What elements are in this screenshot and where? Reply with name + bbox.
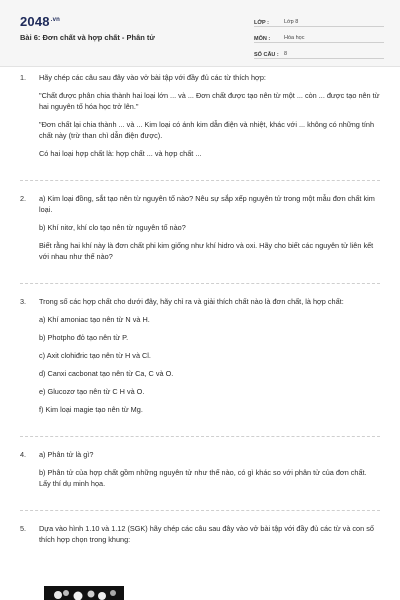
question-divider (20, 510, 380, 511)
question-5 (20, 523, 380, 564)
question-text: Trong số các hợp chất cho dưới đây, hãy chỉ ra và giải thích chất nào là đơn chất, là hợp chất: (39, 297, 344, 306)
meta-value: Lớp 8 (284, 19, 299, 25)
logo-tld: .vn (50, 16, 61, 23)
worksheet-header (0, 0, 400, 67)
question-number: 1. (20, 73, 27, 82)
question-text: a) Phân tử là gì? (39, 450, 94, 459)
lesson-title: Bài 6: Đơn chất và hợp chất - Phân tử (20, 33, 155, 42)
question-number: 2. (20, 194, 27, 203)
meta-label: MÔN : (254, 36, 271, 42)
molecule-figure-icon (44, 586, 124, 600)
meta-row-subject (254, 29, 384, 43)
question-text: Biết rằng hai khí này là đơn chất phi kim giống như khí hidro và oxi. Hãy cho biết các nguyên tử liên kết với nhau như thế nào? (39, 241, 374, 261)
site-logo[interactable] (20, 14, 60, 29)
meta-value: Hóa học (284, 35, 305, 41)
question-text: f) Kim loại magie tạo nên từ Mg. (39, 405, 143, 414)
question-text: b) Phân tử của hợp chất gồm những nguyên tử như thế nào, có gì khác so với phân tử của đơn chất. Lấy thí dụ minh họa. (39, 468, 367, 488)
question-text: c) Axit clohiđric tạo nên từ H và Cl. (39, 351, 151, 360)
question-text: "Chất được phân chia thành hai loại lớn ... và ... Đơn chất được tạo nên từ một ... còn ... được tạo nên từ hai nguyên tố hóa học trở lên." (39, 91, 380, 111)
questions-list (20, 72, 380, 564)
question-text: b) Khí nitơ, khí clo tạo nên từ nguyên tố nào? (39, 223, 186, 232)
question-number: 5. (20, 524, 27, 533)
question-text: Có hai loại hợp chất là: hợp chất ... và hợp chất ... (39, 149, 202, 158)
question-divider (20, 180, 380, 181)
logo-main: 2048 (20, 14, 50, 29)
meta-value: 8 (284, 51, 288, 57)
question-4 (20, 449, 380, 508)
meta-label: SỐ CÂU : (254, 52, 279, 58)
meta-row-class (254, 13, 384, 27)
question-text: Hãy chép các câu sau đây vào vở bài tập với đầy đủ các từ thích hợp: (39, 73, 266, 82)
question-text: e) Glucozơ tạo nên từ C H và O. (39, 387, 145, 396)
question-number: 3. (20, 297, 27, 306)
question-text: b) Photpho đỏ tạo nên từ P. (39, 333, 129, 342)
question-text: a) Khí amoniac tạo nên từ N và H. (39, 315, 150, 324)
question-text: "Đơn chất lại chia thành ... và ... Kim loại có ánh kim dẫn điện và nhiệt, khác với ... không có những tính chất này (trừ than chì dẫn điện được). (39, 120, 375, 140)
question-divider (20, 283, 380, 284)
meta-info (254, 13, 384, 61)
question-text: d) Canxi cacbonat tạo nên từ Ca, C và O. (39, 369, 174, 378)
meta-label: LỚP : (254, 20, 269, 26)
meta-row-count (254, 45, 384, 59)
question-divider (20, 436, 380, 437)
question-1 (20, 72, 380, 178)
question-2 (20, 193, 380, 281)
question-number: 4. (20, 450, 27, 459)
question-text: Dựa vào hình 1.10 và 1.12 (SGK) hãy chép các câu sau đây vào vở bài tập với đầy đủ các từ và con số thích hợp chọn trong khung: (39, 524, 374, 544)
question-text: a) Kim loại đồng, sắt tạo nên từ nguyên tố nào? Nêu sự sắp xếp nguyên tử trong một mẫu đơn chất kim loại. (39, 194, 375, 214)
question-3 (20, 296, 380, 434)
textbook-figure-image (44, 586, 124, 600)
